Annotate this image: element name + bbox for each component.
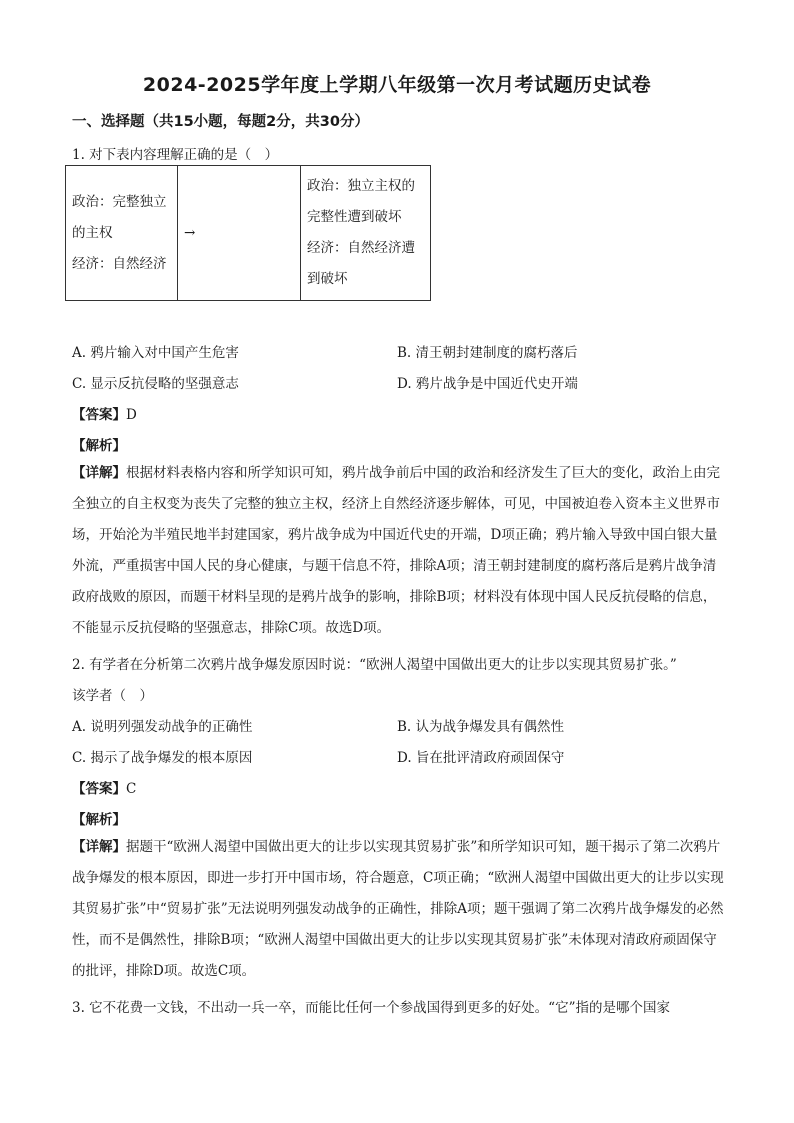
arrow-right-icon: → bbox=[184, 224, 196, 241]
q1-analysis-label: 【解析】 bbox=[72, 438, 126, 454]
q3-stem: 3. 它不花费一文钱，不出动一兵一卒，而能比任何一个参战国得到更多的好处。“它”指的是哪个国家 bbox=[72, 1000, 670, 1016]
q1-table-left-economic: 经济：自然经济 bbox=[72, 255, 167, 272]
q2-stem-continued: 该学者（ ） bbox=[72, 688, 153, 704]
answer-label: 【答案】 bbox=[72, 407, 126, 423]
detail-text: 据题干“欧洲人渴望中国做出更大的让步以实现其贸易扩张”和所学知识可知，题干揭示了第二次鸦片战争爆发的根本原因，即进一步打开中国市场，符合题意，C项正确；“欧洲人渴望中国做出更大的让步以实现其贸易扩张”中“贸易扩张”无法说明列强发动战争的正确性，排除A项；题干强调了第二次鸦片战争爆发的必然性，而不是偶然性，排除B项；“欧洲人渴望中国做出更大的让步以实现其贸易扩张”未体现对清政府顽固保守的批评，排除D项。故选C项。 bbox=[72, 839, 724, 979]
q2-analysis-label: 【解析】 bbox=[72, 812, 126, 828]
q2-detail bbox=[72, 832, 728, 987]
answer-value: C bbox=[126, 781, 137, 797]
detail-text: 根据材料表格内容和所学知识可知，鸦片战争前后中国的政治和经济发生了巨大的变化，政治上由完全独立的自主权变为丧失了完整的独立主权，经济上自然经济逐步解体，可见，中国被迫卷入资本主义世界市场，开始沦为半殖民地半封建国家，鸦片战争成为中国近代史的开端，D项正确；鸦片输入导致中国白银大量外流，严重损害中国人民的身心健康，与题干信息不符，排除A项；清王朝封建制度的腐朽落后是鸦片战争清政府战败的原因，而题干材料呈现的是鸦片战争的影响，排除B项；材料没有体现中国人民反抗侵略的信息，不能显示反抗侵略的坚强意志，排除C项。故选D项。 bbox=[72, 465, 720, 636]
q2-option-d[interactable]: D. 旨在批评清政府顽固保守 bbox=[397, 750, 565, 766]
q1-table bbox=[65, 165, 431, 301]
q1-answer bbox=[72, 403, 137, 423]
q2-option-b[interactable]: B. 认为战争爆发具有偶然性 bbox=[397, 719, 565, 735]
q1-option-c[interactable]: C. 显示反抗侵略的坚强意志 bbox=[72, 376, 239, 392]
q1-table-right-economic: 经济：自然经济遭到破坏 bbox=[307, 240, 415, 287]
q2-answer bbox=[72, 777, 136, 797]
q1-table-right-cell bbox=[301, 166, 431, 301]
q1-table-right-political: 政治：独立主权的完整性遭到破坏 bbox=[307, 178, 415, 225]
q2-option-a[interactable]: A. 说明列强发动战争的正确性 bbox=[72, 719, 253, 735]
answer-label: 【答案】 bbox=[72, 781, 126, 797]
q1-table-left-cell bbox=[66, 166, 178, 301]
answer-value: D bbox=[126, 407, 137, 423]
q1-option-b[interactable]: B. 清王朝封建制度的腐朽落后 bbox=[397, 345, 578, 361]
q1-option-a[interactable]: A. 鸦片输入对中国产生危害 bbox=[72, 345, 239, 361]
detail-label: 【详解】 bbox=[72, 839, 126, 855]
q1-detail bbox=[72, 458, 728, 644]
document-title: 2024-2025学年度上学期八年级第一次月考试题历史试卷 bbox=[142, 74, 652, 96]
section-heading: 一、选择题（共15小题，每题2分，共30分） bbox=[72, 114, 369, 130]
q1-option-d[interactable]: D. 鸦片战争是中国近代史开端 bbox=[397, 376, 578, 392]
q2-option-c[interactable]: C. 揭示了战争爆发的根本原因 bbox=[72, 750, 253, 766]
q1-table-arrow-cell bbox=[178, 166, 301, 301]
detail-label: 【详解】 bbox=[72, 465, 126, 481]
q1-table-left-political: 政治：完整独立的主权 bbox=[72, 193, 167, 241]
q2-stem: 2. 有学者在分析第二次鸦片战争爆发原因时说：“欧洲人渴望中国做出更大的让步以实现其贸易扩张。” bbox=[72, 657, 677, 673]
q1-stem: 1. 对下表内容理解正确的是（ ） bbox=[72, 147, 279, 163]
